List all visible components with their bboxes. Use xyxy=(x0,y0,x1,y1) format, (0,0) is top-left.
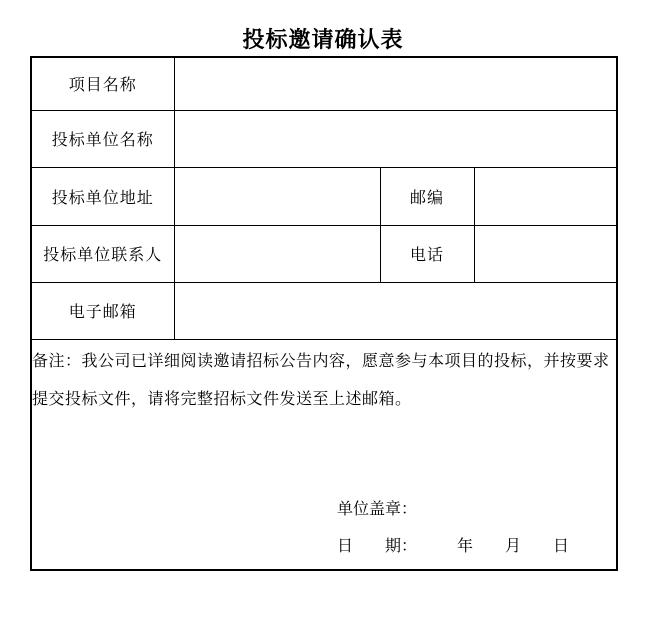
postal-code-label: 邮编 xyxy=(380,167,474,225)
seal-date-block xyxy=(337,491,616,565)
page-title: 投标邀请确认表 xyxy=(242,27,404,52)
bidder-name-field[interactable] xyxy=(174,110,617,167)
phone-field[interactable] xyxy=(474,225,617,282)
date-line: 日 期： 年 月 日 xyxy=(337,538,570,556)
phone-label: 电话 xyxy=(380,225,474,282)
row-email xyxy=(31,282,617,339)
remarks-cell xyxy=(31,339,617,570)
contact-person-label: 投标单位联系人 xyxy=(31,225,174,282)
remarks-text: 备注：我公司已详细阅读邀请招标公告内容，愿意参与本项目的投标，并按要求提交投标文件，请将完整招标文件发送至上述邮箱。 xyxy=(32,353,610,409)
row-bidder-name xyxy=(31,110,617,167)
form-page xyxy=(30,0,616,571)
row-contact-person xyxy=(31,225,617,282)
contact-person-field[interactable] xyxy=(174,225,380,282)
seal-label: 单位盖章： xyxy=(337,501,418,519)
row-bidder-address xyxy=(31,167,617,225)
row-project-name xyxy=(31,57,617,110)
confirmation-table xyxy=(30,56,618,571)
postal-code-field[interactable] xyxy=(474,167,617,225)
bidder-name-label: 投标单位名称 xyxy=(31,110,174,167)
email-label: 电子邮箱 xyxy=(31,282,174,339)
row-remarks xyxy=(31,339,617,570)
bidder-address-label: 投标单位地址 xyxy=(31,167,174,225)
email-field[interactable] xyxy=(174,282,617,339)
project-name-label: 项目名称 xyxy=(31,57,174,110)
bidder-address-field[interactable] xyxy=(174,167,380,225)
project-name-field[interactable] xyxy=(174,57,617,110)
